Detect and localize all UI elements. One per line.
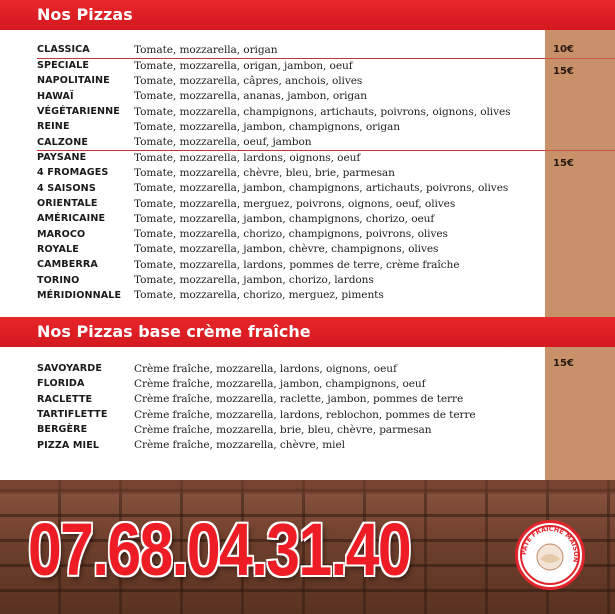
menu-item — [37, 58, 545, 73]
pizza-name: CLASSICA — [37, 44, 90, 56]
pizza-ingredients: Crème fraîche, mozzarella, jambon, champignons, oeuf — [134, 377, 426, 390]
pizza-name: REINE — [37, 121, 70, 133]
pizza-ingredients: Tomate, mozzarella, câpres, anchois, olives — [134, 74, 363, 87]
pizza-ingredients: Tomate, mozzarella, lardons, pommes de terre, crème fraîche — [134, 258, 460, 271]
pizza-ingredients: Tomate, mozzarella, jambon, champignons, artichauts, poivrons, olives — [134, 182, 509, 195]
menu-item — [37, 288, 545, 303]
menu-item — [37, 257, 545, 272]
pizza-name: NAPOLITAINE — [37, 75, 110, 87]
price-group-3: 15€ — [553, 158, 574, 169]
menu-item — [37, 165, 545, 180]
menu-item — [37, 104, 545, 119]
pizza-ingredients: Crème fraîche, mozzarella, brie, bleu, chèvre, parmesan — [134, 423, 432, 436]
pizza-name: FLORIDA — [37, 378, 85, 390]
menu-item — [37, 211, 545, 226]
pizza-name: ROYALE — [37, 243, 79, 255]
pizza-name: HAWAÏ — [37, 90, 74, 102]
menu-group-1 — [37, 42, 545, 57]
menu-item — [37, 422, 545, 437]
pizza-name: SAVOYARDE — [37, 363, 103, 375]
pizza-name: BERGÈRE — [37, 424, 88, 436]
pizza-name: TARTIFLETTE — [37, 409, 108, 421]
badge-logo-icon — [518, 523, 582, 587]
menu-item — [37, 196, 545, 211]
pizza-ingredients: Tomate, mozzarella, origan — [134, 43, 278, 56]
pizza-name: AMÉRICAINE — [37, 213, 106, 225]
pizza-ingredients: Tomate, mozzarella, ananas, jambon, origan — [134, 90, 367, 103]
pizza-ingredients: Tomate, mozzarella, jambon, chèvre, champignons, olives — [134, 243, 439, 256]
pizza-ingredients: Tomate, mozzarella, chorizo, champignons, poivrons, olives — [134, 228, 448, 241]
pizza-name: MÉRIDIONNALE — [37, 289, 122, 301]
menu-item — [37, 119, 545, 134]
price-creme: 15€ — [553, 358, 574, 369]
menu-item — [37, 42, 545, 57]
pizza-ingredients: Crème fraîche, mozzarella, lardons, reblochon, pommes de terre — [134, 408, 476, 421]
pizza-name: SPECIALE — [37, 60, 89, 72]
pizza-ingredients: Crème fraîche, mozzarella, raclette, jambon, pommes de terre — [134, 393, 464, 406]
pizza-ingredients: Tomate, mozzarella, chorizo, merguez, piments — [134, 289, 384, 302]
menu-item — [37, 376, 545, 391]
menu-item — [37, 226, 545, 241]
menu-item — [37, 134, 545, 149]
pizza-name: ORIENTALE — [37, 198, 98, 210]
pizza-name: TORINO — [37, 274, 80, 286]
menu-group-2 — [37, 58, 545, 150]
menu-item — [37, 361, 545, 376]
pizza-ingredients: Tomate, mozzarella, champignons, artichauts, poivrons, oignons, olives — [134, 105, 511, 118]
pizza-ingredients: Tomate, mozzarella, merguez, poivrons, oignons, oeuf, olives — [134, 197, 456, 210]
section-title-creme: Nos Pizzas base crème fraîche — [0, 317, 615, 347]
menu-item — [37, 392, 545, 407]
pizza-name: VÉGÉTARIENNE — [37, 106, 120, 118]
pate-fraiche-badge-icon — [515, 520, 585, 590]
pizza-name: 4 SAISONS — [37, 182, 96, 194]
menu-item — [37, 181, 545, 196]
svg-text:PÂTE FRAÎCHE MAISON: PÂTE FRAÎCHE MAISON — [519, 524, 581, 563]
price-group-1: 10€ — [553, 44, 574, 55]
pizza-ingredients: Tomate, mozzarella, jambon, champignons, chorizo, oeuf — [134, 212, 435, 225]
pizza-name: PAYSANE — [37, 152, 87, 164]
menu-item — [37, 407, 545, 422]
pizza-ingredients: Tomate, mozzarella, jambon, champignons, origan — [134, 120, 400, 133]
pizza-name: CALZONE — [37, 136, 88, 148]
menu-item — [37, 272, 545, 287]
pizza-ingredients: Tomate, mozzarella, jambon, chorizo, lardons — [134, 274, 374, 287]
menu-item — [37, 73, 545, 88]
footer-shade — [0, 480, 615, 494]
pizza-ingredients: Crème fraîche, mozzarella, chèvre, miel — [134, 439, 345, 452]
pizza-ingredients: Tomate, mozzarella, origan, jambon, oeuf — [134, 59, 353, 72]
pizza-ingredients: Tomate, mozzarella, chèvre, bleu, brie, parmesan — [134, 166, 395, 179]
pizza-ingredients: Tomate, mozzarella, oeuf, jambon — [134, 136, 312, 149]
menu-item — [37, 242, 545, 257]
pizza-name: PIZZA MIEL — [37, 439, 100, 451]
menu-group-3 — [37, 150, 545, 303]
menu-item — [37, 150, 545, 165]
price-group-2: 15€ — [553, 66, 574, 77]
pizza-name: CAMBERRA — [37, 259, 98, 271]
menu-item — [37, 437, 545, 452]
menu-item — [37, 89, 545, 104]
section-title-pizzas: Nos Pizzas — [0, 0, 615, 30]
pizza-name: MAROCO — [37, 228, 86, 240]
pizza-name: RACLETTE — [37, 393, 93, 405]
pizza-name: 4 FROMAGES — [37, 167, 109, 179]
menu-group-creme — [37, 361, 545, 453]
pizza-ingredients: Tomate, mozzarella, lardons, oignons, oeuf — [134, 151, 361, 164]
phone-number[interactable]: 07.68.04.31.40 — [28, 508, 410, 591]
pizza-ingredients: Crème fraîche, mozzarella, lardons, oignons, oeuf — [134, 362, 397, 375]
